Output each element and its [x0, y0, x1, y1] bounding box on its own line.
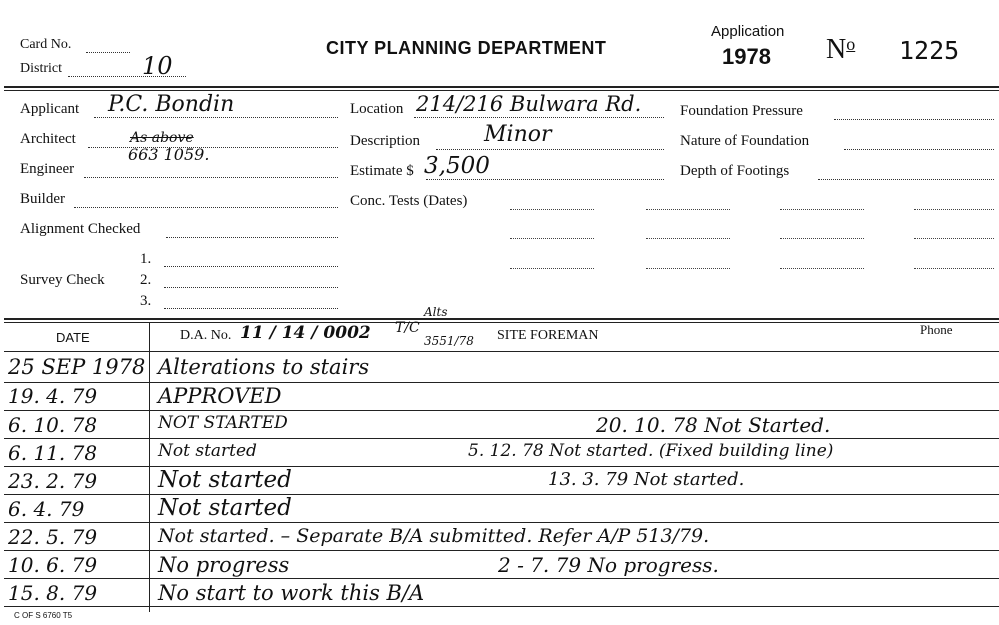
card-no-label: Card No.	[20, 37, 72, 52]
row-note: Not started	[158, 441, 257, 461]
row-extra-note: 2 - 7. 79 No progress.	[498, 553, 719, 577]
conc-line-c3	[780, 268, 864, 269]
district-label: District	[20, 61, 62, 76]
applicant-value: P.C. Bondin	[108, 92, 235, 117]
engineer-line	[84, 177, 338, 178]
architect-label: Architect	[20, 131, 76, 147]
row-date: 22. 5. 79	[8, 525, 98, 549]
location-label: Location	[350, 101, 404, 117]
conc-line-a1	[510, 209, 594, 210]
row-date: 23. 2. 79	[8, 469, 98, 493]
department-title: CITY PLANNING DEPARTMENT	[326, 38, 607, 58]
row-rule	[4, 438, 999, 439]
card-no-line	[86, 52, 130, 53]
depth-footings-label: Depth of Footings	[680, 163, 790, 179]
application-number: 1225	[899, 36, 960, 65]
conc-line-c1	[780, 209, 864, 210]
row-date: 25 SEP 1978	[8, 355, 146, 379]
header-rule	[4, 86, 999, 88]
survey-label: Survey Check	[20, 272, 105, 288]
row-date: 6. 11. 78	[8, 441, 98, 465]
survey-item-1: 1.	[140, 251, 152, 267]
da-label: D.A. No.	[180, 328, 232, 343]
survey-item-2: 2.	[140, 272, 152, 288]
tc-note: T/C	[395, 320, 420, 336]
da-value: 11 / 14 / 0002	[240, 323, 371, 343]
row-date: 19. 4. 79	[8, 384, 98, 408]
location-value: 214/216 Bulwara Rd.	[416, 92, 642, 116]
row-note: No start to work this B/A	[158, 581, 425, 605]
row-rule	[4, 550, 999, 551]
foundation-pressure-line	[834, 119, 994, 120]
conc-line-b2	[646, 238, 730, 239]
row-note: APPROVED	[158, 384, 282, 408]
table-top-rule-2	[4, 322, 999, 323]
row-date: 10. 6. 79	[8, 553, 98, 577]
row-rule	[4, 466, 999, 467]
nature-foundation-label: Nature of Foundation	[680, 133, 810, 149]
description-value: Minor	[484, 122, 552, 147]
location-line	[414, 117, 664, 118]
date-column-divider	[149, 322, 150, 612]
conc-line-a3	[510, 268, 594, 269]
description-line	[436, 149, 664, 150]
row-date: 15. 8. 79	[8, 581, 98, 605]
number-sign: $N^o$	[826, 34, 856, 65]
table-header-rule	[4, 351, 999, 352]
alignment-label: Alignment Checked	[20, 221, 141, 237]
conc-line-c2	[780, 238, 864, 239]
conc-line-b3	[646, 268, 730, 269]
builder-line	[74, 207, 338, 208]
conc-tests-label: Conc. Tests (Dates)	[350, 193, 468, 209]
applicant-line	[94, 117, 338, 118]
row-rule	[4, 578, 999, 579]
row-rule	[4, 494, 999, 495]
row-extra-note: 13. 3. 79 Not started.	[548, 469, 745, 490]
survey-item-3: 3.	[140, 293, 152, 309]
depth-footings-line	[818, 179, 994, 180]
district-value: 10	[142, 52, 173, 80]
alignment-line	[166, 237, 338, 238]
architect-phone: 663 1059.	[128, 145, 210, 164]
site-foreman-label: SITE FOREMAN	[497, 328, 599, 343]
row-rule	[4, 522, 999, 523]
row-note: No progress	[158, 553, 290, 577]
foundation-pressure-label: Foundation Pressure	[680, 103, 803, 119]
row-rule	[4, 410, 999, 411]
conc-line-d1	[914, 209, 994, 210]
phone-label: Phone	[920, 322, 953, 337]
application-year: 1978	[722, 44, 771, 69]
alts-note: Alts	[424, 305, 448, 319]
row-date: 6. 4. 79	[8, 497, 85, 521]
date-column-header: DATE	[56, 330, 90, 345]
estimate-value: 3,500	[424, 153, 490, 179]
row-rule	[4, 382, 999, 383]
architect-value: As above	[130, 130, 194, 146]
header-rule-2	[4, 90, 999, 91]
row-extra-note: 5. 12. 78 Not started. (Fixed building line)	[468, 441, 834, 461]
row-rule	[4, 606, 999, 607]
tc-number: 3551/78	[424, 334, 474, 348]
survey-line-2	[164, 287, 338, 288]
builder-label: Builder	[20, 191, 65, 207]
table-top-rule	[4, 318, 999, 320]
engineer-label: Engineer	[20, 161, 75, 177]
estimate-line	[426, 179, 664, 180]
description-label: Description	[350, 133, 420, 149]
nature-foundation-line	[844, 149, 994, 150]
conc-line-a2	[510, 238, 594, 239]
conc-line-d2	[914, 238, 994, 239]
row-note: Alterations to stairs	[158, 355, 370, 379]
row-note: NOT STARTED	[158, 413, 288, 433]
survey-line-1	[164, 266, 338, 267]
row-extra-note: 20. 10. 78 Not Started.	[596, 413, 831, 437]
conc-line-d3	[914, 268, 994, 269]
application-label: Application	[711, 23, 785, 40]
conc-line-b1	[646, 209, 730, 210]
row-note: Not started. – Separate B/A submitted. Refer A/P 513/79.	[158, 525, 710, 547]
row-date: 6. 10. 78	[8, 413, 98, 437]
form-code: C OF S 6760 T5	[14, 611, 73, 620]
architect-line	[88, 147, 338, 148]
applicant-label: Applicant	[20, 101, 80, 117]
row-note: Not started	[158, 495, 292, 521]
estimate-label: Estimate $	[350, 163, 414, 179]
row-note: Not started	[158, 467, 292, 493]
survey-line-3	[164, 308, 338, 309]
